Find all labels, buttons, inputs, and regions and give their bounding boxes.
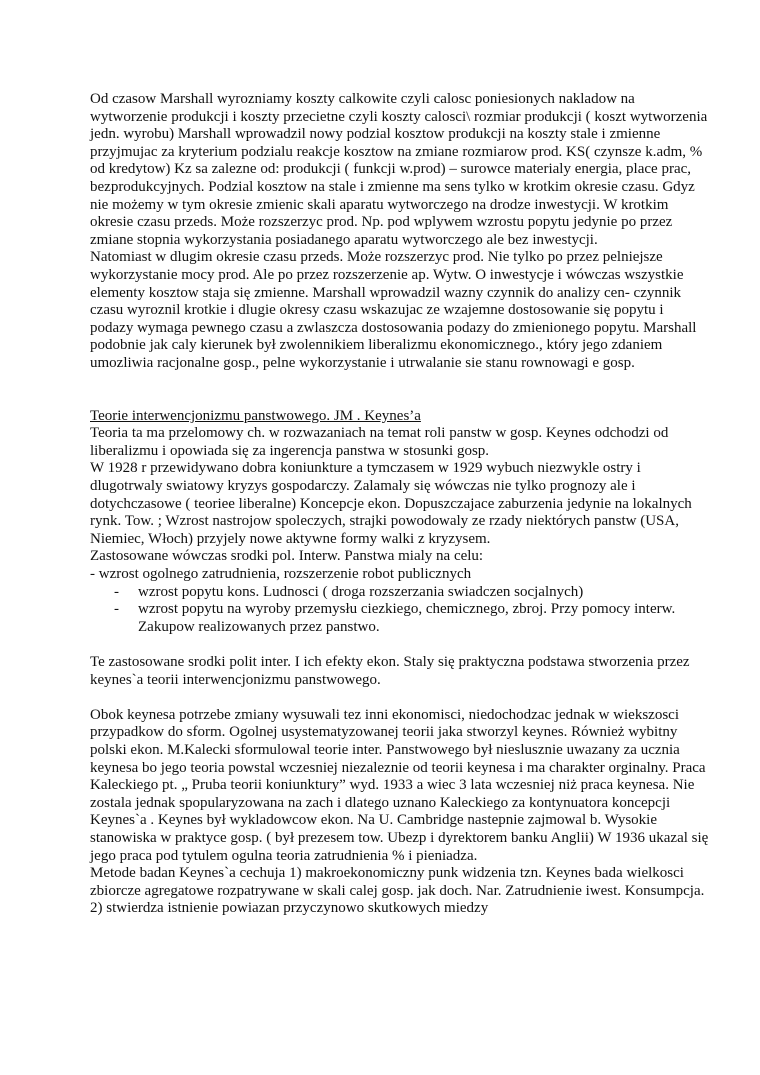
crisis-paragraph: W 1928 r przewidywano dobra koniunkture a tymczasem w 1929 wybuch niezwykle ostry i dlugotrwaly swiatowy kryzys gospodarczy. Zalamaly się wówczas nie tylko prognozy ale i dotychczasowe ( teoriee liberalne) Koncepcje ekon. Dopuszczajace zaburzenia jedynie na lokalnych rynk. Tow. ; Wzrost nastrojow spoleczych, strajki powodowaly ze rzady niektórych panstw (USA, Niemiec, Włoch) przyjely nowe aktywne formy walki z kryzysem. — [90, 460, 692, 547]
list-item-text: wzrost popytu na wyroby przemysłu ciezkiego, chemicznego, zbroj. Przy pomocy interw. Zakupow realizowanych przez panstwo. — [138, 601, 676, 635]
list-item — [114, 601, 710, 636]
kalecki-paragraph: Obok keynesa potrzebe zmiany wysuwali tez inni ekonomisci, niedochodzac jednak w wiekszosci przypadkow do sform. Ogolnej usystematyzowanej teorii jaka stworzyl keynes. Również wybitny polski ekon. M.Kalecki sformulowal teorie inter. Panstwowego był nieslusznie uwazany za ucznia keynesa bo jego teoria powstal wczesniej niezaleznie od teorii keynesa i ma charakter orginalny. Praca Kaleckiego pt. „ Pruba teorii koniunktury” wyd. 1933 a wiec 3 lata wczesniej niż praca keynesa. Nie zostala jednak spopularyzowana na zach i dlatego uznano Kaleckiego za kontynuatora koncepcji Keynes`a . Keynes był wykladowcow ekon. Na U. Cambridge nastepnie zajmowal b. Wysokie stanowiska w praktyce gosp. ( był prezesem tow. Ubezp i dyrektorem banku Anglii) W 1936 ukazal się jego praca pod tytulem ogulna teoria zatrudnienia % i pieniadza. — [90, 706, 709, 864]
list-item-text: wzrost popytu kons. Ludnosci ( droga rozszerzania swiadczen socjalnych) — [138, 583, 584, 600]
measures-effects-paragraph: Te zastosowane srodki polit inter. I ich efekty ekon. Staly się praktyczna podstawa stworzenia przez keynes`a teorii interwencjonizmu panstwowego. — [90, 654, 690, 688]
blank-line — [90, 390, 710, 408]
blank-line — [90, 373, 710, 391]
long-term-paragraph: Natomiast w dlugim okresie czasu przeds. Może rozszerzyc prod. Nie tylko po przez pelniejsze wykorzystanie mocy prod. Ale po przez rozszerzenie ap. Wytw. O inwestycje i wówczas wszystkie elementy kosztow staja się zmienne. Marshall wprowadzil wazny czynnik do analizy cen- czynnik czasu wyroznil krotkie i dlugie okresy czasu wskazujac ze wzajemne dostosowanie się popytu i podazy wymaga pewnego czasu a zwlaszcza dostosowania podazy do zmienionego popytu. Marshall podobnie jak caly kierunek był zwolennikiem liberalizmu ekonomicznego., który jego zdaniem umozliwia racjonalne gosp., pelne wykorzystanie i utrwalanie sie stanu rownowagi e gosp. — [90, 249, 697, 371]
measures-intro-paragraph: Zastosowane wówczas srodki pol. Interw. Panstwa mialy na celu: — [90, 548, 484, 565]
keynes-method-paragraph: Metode badan Keynes`a cechuja 1) makroekonomiczny punk widzenia tzn. Keynes bada wielkosci zbiorcze agregatowe rozpatrywane w skali calej gosp. jak doch. Nar. Zatrudnienie iwest. Konsumpcja. 2) stwierdza istnienie powiazan przyczynowo skutkowych miedzy — [90, 865, 705, 917]
marshall-costs-paragraph: Od czasow Marshall wyrozniamy koszty calkowite czyli calosc poniesionych nakladow na wytworzenie produkcji i koszty przecietne czyli koszty calosci\ rozmiar produkcji ( koszt wytworzenia jedn. wyrobu) Marshall wprowadzil nowy podzial kosztow produkcji na koszty stale i zmienne przyjmujac za kryterium podzialu reakcje kosztow na zmiane rozmiarow prod. KS( czynsze k.adm, % od kredytow) Kz sa zalezne od: produkcji ( funkcji w.prod) – surowce materialy energia, place prac, bezprodukcyjnych. Podzial kosztow na stale i zmienne ma sens tylko w krotkim okresie czasu. Gdyz nie możemy w tym okresie zmienic skali aparatu wytworczego na drodze inwestycji. W krotkim okresie czasu przeds. Może rozszerzyc prod. Np. pod wplywem wzrostu popytu jedynie po przez zmiane stopnia wykorzystania posiadanego aparatu wytworczego ale bez inwestycji. — [90, 91, 708, 248]
list-item — [114, 583, 710, 602]
section-heading: Teorie interwencjonizmu panstwowego. JM . Keynes’a — [90, 407, 421, 424]
bullet-dash: - — [114, 601, 119, 618]
bullet-dash: - — [114, 583, 119, 600]
blank-line — [90, 689, 710, 707]
keynes-intro-paragraph: Teoria ta ma przelomowy ch. w rozwazaniach na temat roli panstw w gosp. Keynes odchodzi od liberalizmu i opowiada się za ingerencja panstwa w stosunki gosp. — [90, 425, 669, 459]
dash-line-employment: - wzrost ogolnego zatrudnienia, rozszerzenie robot publicznych — [90, 566, 472, 583]
blank-line — [90, 636, 710, 654]
measures-bullet-list — [90, 584, 710, 637]
